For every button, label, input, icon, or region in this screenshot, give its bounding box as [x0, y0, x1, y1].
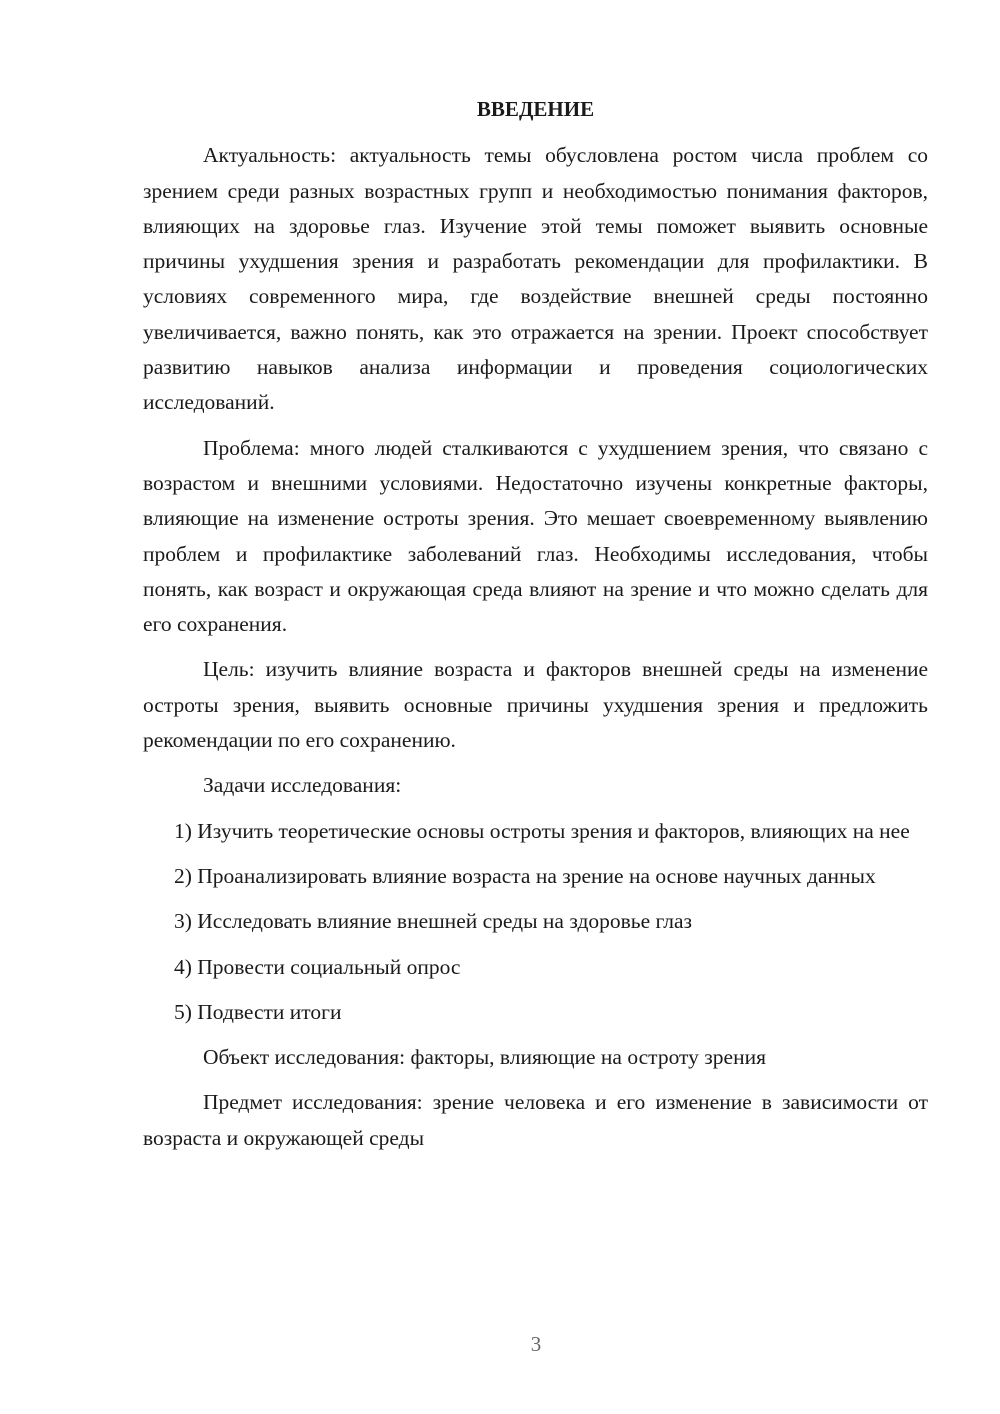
list-item: 2) Проанализировать влияние возраста на зрение на основе научных данных: [174, 863, 876, 888]
goal-paragraph: Цель: изучить влияние возраста и факторов внешней среды на изменение остроты зрения, выявить основные причины ухудшения зрения и предложить рекомендации по его сохранению.: [143, 657, 928, 753]
tasks-heading: Задачи исследования:: [203, 773, 402, 798]
page-number: 3: [530, 1332, 542, 1356]
list-item: 3) Исследовать влияние внешней среды на здоровье глаз: [174, 909, 693, 934]
subject-paragraph: Предмет исследования: зрение человека и его изменение в зависимости от возраста и окружающей среды: [143, 1090, 928, 1150]
tasks-list: [143, 814, 928, 1030]
object-paragraph: Объект исследования: факторы, влияющие на остроту зрения: [203, 1045, 766, 1070]
list-item: 5) Подвести итоги: [174, 999, 342, 1024]
list-item: 1) Изучить теоретические основы остроты зрения и факторов, влияющих на нее: [174, 818, 910, 843]
problem-paragraph: Проблема: много людей сталкиваются с ухудшением зрения, что связано с возрастом и внешними условиями. Недостаточно изучены конкретные факторы, влияющие на изменение остроты зрения. Это мешает своевременному выявлению проблем и профилактике заболеваний глаз. Необходимы исследования, чтобы понять, как возраст и окружающая среда влияют на зрение и что можно сделать для его сохранения.: [143, 435, 928, 637]
relevance-paragraph: Актуальность: актуальность темы обусловлена ростом числа проблем со зрением среди разных возрастных групп и необходимостью понимания факторов, влияющих на здоровье глаз. Изучение этой темы поможет выявить основные причины ухудшения зрения и разработать рекомендации для профилактики. В условиях современного мира, где воздействие внешней среды постоянно увеличивается, важно понять, как это отражается на зрении. Проект способствует развитию навыков анализа информации и проведения социологических исследований.: [143, 143, 928, 415]
list-item: 4) Провести социальный опрос: [174, 954, 461, 979]
document-page: [143, 92, 928, 1166]
section-heading: ВВЕДЕНИЕ: [476, 97, 595, 121]
